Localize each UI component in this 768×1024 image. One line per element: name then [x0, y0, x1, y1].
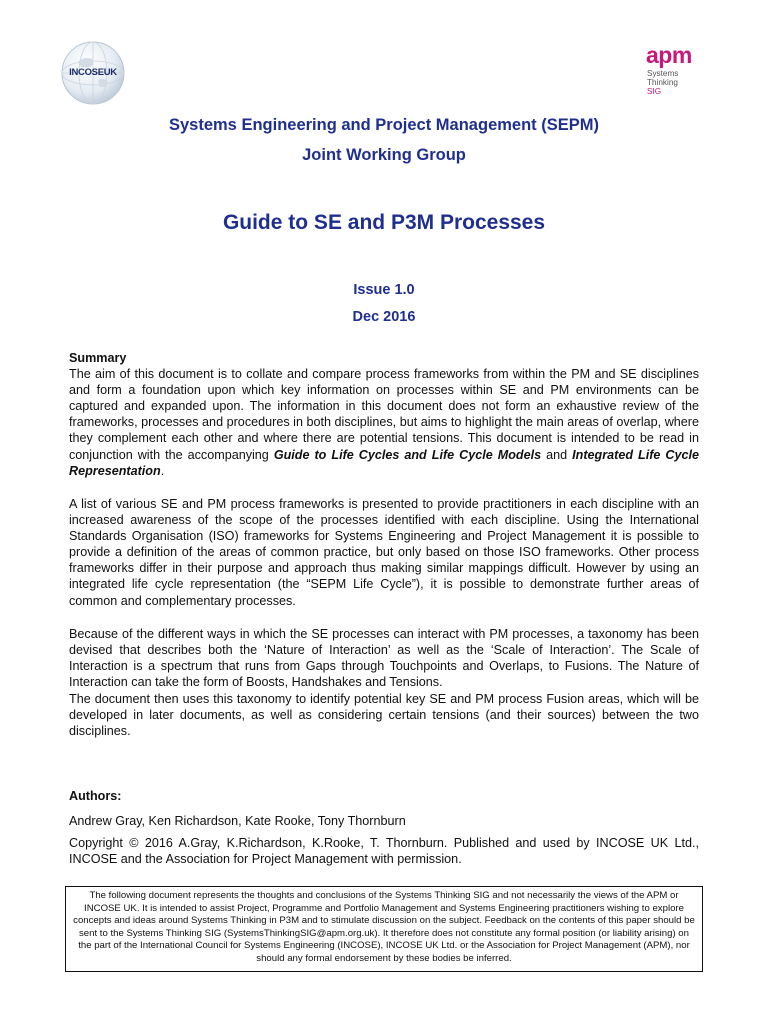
document-title: Guide to SE and P3M Processes: [222, 211, 546, 234]
life-cycle-guide-reference: Guide to Life Cycles and Life Cycle Models: [273, 447, 542, 462]
author-names: Andrew Gray, Ken Richardson, Kate Rooke, Tony Thornburn: [69, 814, 406, 828]
integrated-life-cycle-reference: Integrated Life Cycle Representation: [69, 447, 700, 478]
apm-logo-line-systems: Systems: [647, 69, 679, 78]
summary-p1-text: The aim of this document is to collate and compare process frameworks from within the PM and SE disciplines and form a foundation upon which key information on processes within SE and PM environments can be captured and expanded upon. The information in this document does not form an exhaustive review of the frameworks, processes and procedures in both disciplines, but aims to highlight the main areas of overlap, where they complement each other and where there are potential tensions. This document is intended to be read in conjunction with the accompanying: [69, 367, 699, 462]
apm-logo-wordmark: apm: [646, 42, 692, 68]
summary-p1-end: .: [160, 463, 165, 478]
copyright-notice: Copyright © 2016 A.Gray, K.Richardson, K.Rooke, T. Thornburn. Published and used by INCOSE UK Ltd., INCOSE and the Association for Project Management with permission.: [69, 836, 699, 867]
summary-p1-and: and: [541, 447, 573, 462]
summary-paragraph-3: Because of the different ways in which the SE processes can interact with PM processes, a taxonomy has been devised that describes both the ‘Nature of Interaction’ as well as the ‘Scale of Interaction’. The Scale of Interaction is a spectrum that runs from Gaps through Touchpoints and Overlaps, to Fusions. The Nature of Interaction can take the form of Boosts, Handshakes and Tensions.: [69, 627, 699, 690]
group-name-line1: Systems Engineering and Project Management (SEPM): [168, 116, 599, 134]
issue-number: Issue 1.0: [353, 282, 415, 298]
summary-heading: Summary: [69, 351, 127, 365]
summary-paragraph-1: [69, 366, 699, 479]
apm-logo-line-sig: SIG: [647, 87, 662, 96]
disclaimer-box: The following document represents the thoughts and conclusions of the Systems Thinking SIG and not necessarily the views of the APM or INCOSE UK. It is intended to assist Project, Programme and Portfolio Management and Systems Engineering practitioners wishing to explore concepts and ideas around Systems Thinking in P3M and to stimulate discussion on the subject. Feedback on the contents of this paper should be sent to the Systems Thinking SIG (SystemsThinkingSIG@apm.org.uk). It therefore does not constitute any formal position (or liability arising) on the part of the International Council for Systems Engineering (INCOSE), INCOSE UK Ltd. or the Association for Project Management (APM), nor should any formal endorsement by these bodies be inferred.: [65, 886, 703, 972]
summary-paragraph-2: A list of various SE and PM process frameworks is presented to provide practitioners in each discipline with an increased awareness of the scope of the processes identified with each discipline. Using the International Standards Organisation (ISO) frameworks for Systems Engineering and Project Management it is possible to provide a definition of the areas of common practice, but only based on those ISO frameworks. Other process frameworks differ in their purpose and approach thus making similar mappings difficult. However by using an integrated life cycle representation (the “SEPM Life Cycle”), it is possible to demonstrate further areas of common and complementary processes.: [69, 497, 699, 608]
incose-uk-logo-text: INCOSEUK: [69, 67, 117, 78]
group-name-line2: Joint Working Group: [302, 146, 466, 164]
incose-uk-logo: [60, 40, 126, 106]
issue-date: Dec 2016: [352, 309, 416, 325]
authors-heading: Authors:: [69, 789, 122, 803]
apm-logo-line-thinking: Thinking: [647, 78, 678, 87]
summary-paragraph-4: The document then uses this taxonomy to identify potential key SE and PM process Fusion areas, which will be developed in later documents, as well as considering certain tensions (and their sources) between the two disciplines.: [69, 692, 699, 739]
apm-logo: [646, 42, 706, 98]
summary-section: [69, 350, 699, 479]
